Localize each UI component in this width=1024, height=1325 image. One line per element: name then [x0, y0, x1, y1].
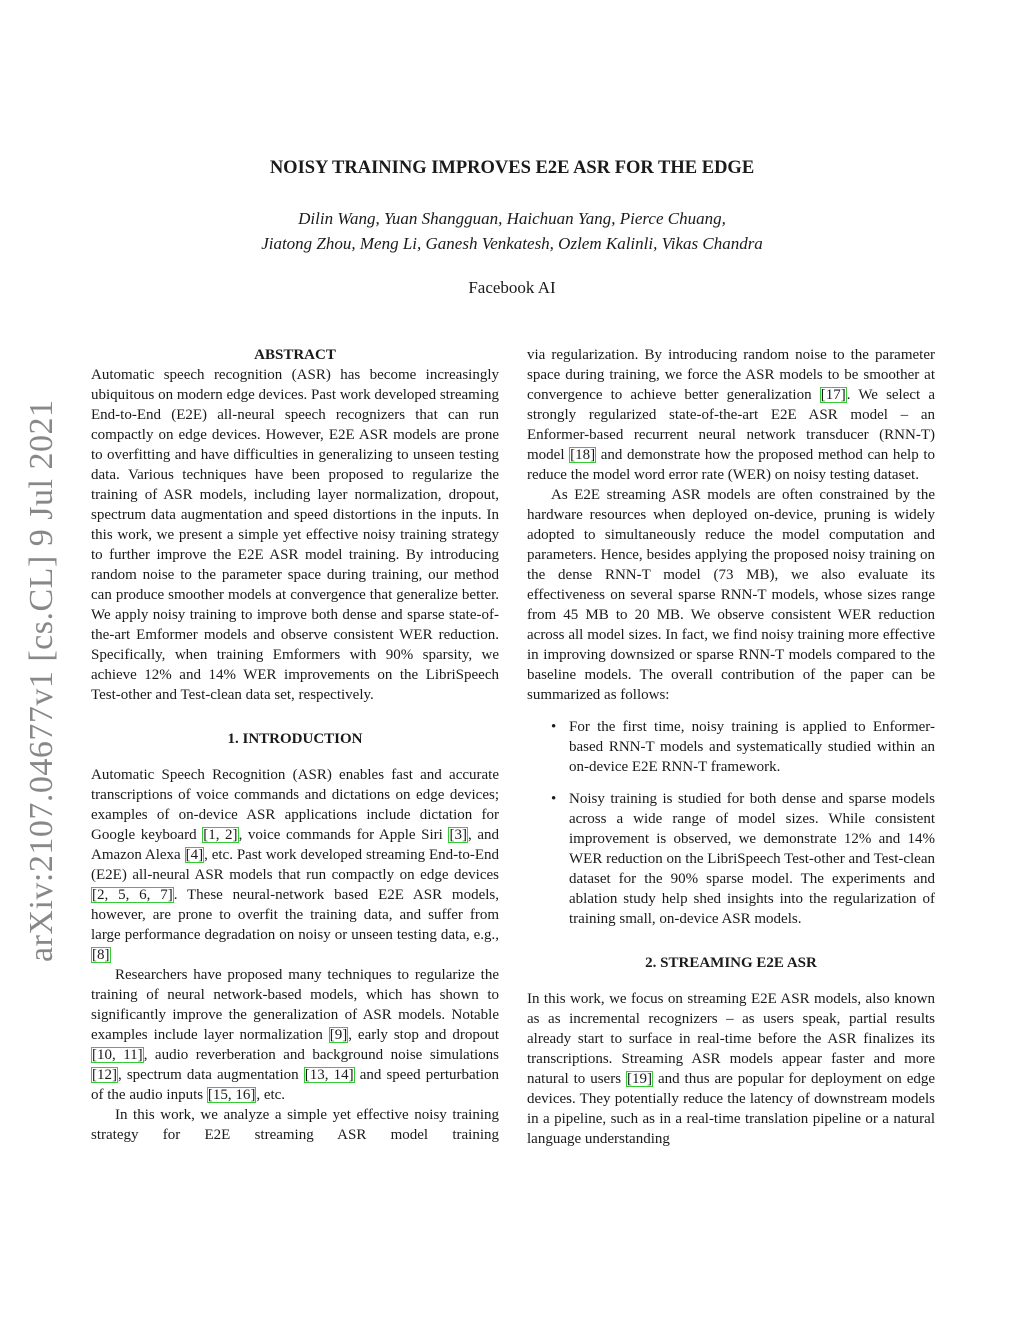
affiliation: Facebook AI	[468, 278, 556, 297]
intro-paragraph-3-continued: via regularization. By introducing random noise to the parameter space during training, we force the ASR models to be smoother at convergence to achieve better generalization [17]. We select a strongly regularized state-of-the-art E2E ASR model – an Enformer-based recurrent neural network transducer (RNN-T) model [18] and demonstrate how the proposed method can help to reduce the model word error rate (WER) on noisy testing dataset.	[527, 347, 935, 483]
citation-link[interactable]: [18]	[570, 447, 596, 463]
intro-paragraph-3: In this work, we analyze a simple yet effective noisy training strategy for E2E streaming ASR model training	[91, 1107, 499, 1143]
intro-heading: 1. INTRODUCTION	[227, 731, 363, 747]
section2-paragraph-1: In this work, we focus on streaming E2E ASR models, also known as as incremental recognizers – as users speak, partial results already start to surface in real-time before the ASR finalizes its transcriptions. Streaming ASR models appear faster and more natural to users [19] and thus are popular for deployment on edge devices. They potentially reduce the latency of downstream models in a pipeline, such as in a real-time translation pipeline or a natural language understanding	[527, 991, 936, 1147]
author-line-2: Jiatong Zhou, Meng Li, Ganesh Venkatesh, Ozlem Kalinli, Vikas Chandra	[261, 234, 763, 253]
citation-link[interactable]: [1, 2]	[203, 827, 238, 843]
author-list	[0, 206, 1024, 256]
author-line-1: Dilin Wang, Yuan Shangguan, Haichuan Yang, Pierce Chuang,	[298, 209, 726, 228]
citation-link[interactable]: [10, 11]	[92, 1047, 143, 1063]
list-item: • Noisy training is studied for both dense and sparse models across a wide range of model sizes. While consistent improvement is observed, we demonstrate 12% and 14% WER reduction on the LibriSpeech Test-other and Test-clean dataset for the 90% sparse model. The experiments and ablation study help shed insights into the regularization of training small, on-device ASR models.	[551, 791, 935, 927]
citation-link[interactable]: [8]	[92, 947, 110, 963]
contribution-list	[527, 717, 935, 929]
left-column	[91, 345, 499, 1145]
citation-link[interactable]: [13, 14]	[304, 1067, 354, 1083]
citation-link[interactable]: [15, 16]	[207, 1087, 256, 1103]
citation-link[interactable]: [3]	[449, 827, 467, 843]
citation-link[interactable]: [19]	[627, 1071, 652, 1087]
intro-paragraph-1: Automatic Speech Recognition (ASR) enables fast and accurate transcriptions of voice commands and dictations on edge devices; examples of on-device ASR applications include dictation for Google keyboard [1, 2], voice commands for Apple Siri [3], and Amazon Alexa [4], etc. Past work developed streaming End-to-End (E2E) all-neural ASR models that run compactly on edge devices [2, 5, 6, 7]. These neural-network based E2E ASR models, however, are prone to overfit the training data, and suffer from large performance degradation on noisy or unseen testing data, e.g., [8]	[91, 767, 499, 963]
citation-link[interactable]: [12]	[92, 1067, 117, 1083]
bullet-icon: •	[551, 719, 557, 735]
citation-link[interactable]: [17]	[820, 387, 846, 403]
list-item: • For the first time, noisy training is applied to Enformer-based RNN-T models and systematically studied within an on-device E2E RNN-T framework.	[551, 719, 935, 775]
citation-link[interactable]: [9]	[329, 1027, 348, 1043]
abstract-text: Automatic speech recognition (ASR) has become increasingly ubiquitous on modern edge devices. Past work developed streaming End-to-End (E2E) all-neural speech recognizers that can run compactly on edge devices. However, E2E ASR models are prone to overfitting and have difficulties in generalizing to unseen testing data. Various techniques have been proposed to regularize the training of ASR models, including layer normalization, dropout, spectrum data augmentation and speed distortions in the inputs. In this work, we present a simple yet effective noisy training strategy to further improve the E2E ASR model training. By introducing random noise to the parameter space during training, our method can produce smoother models at convergence that generalize better. We apply noisy training to improve both dense and sparse state-of-the-art Emformer models and observe consistent WER reduction. Specifically, when training Emformers with 90% sparsity, we achieve 12% and 14% WER improvements on the LibriSpeech Test-other and Test-clean data set, respectively.	[91, 367, 499, 703]
abstract-heading: ABSTRACT	[254, 347, 336, 363]
intro-paragraph-2: Researchers have proposed many techniques to regularize the training of neural network-based models, which has shown to significantly improve the generalization of ASR models. Notable examples include layer normalization [9], early stop and dropout [10, 11], audio reverberation and background noise simulations [12], spectrum data augmentation [13, 14] and speed perturbation of the audio inputs [15, 16], etc.	[91, 967, 500, 1103]
citation-link[interactable]: [2, 5, 6, 7]	[92, 887, 173, 903]
arxiv-identifier	[18, 382, 62, 962]
citation-link[interactable]: [4]	[185, 847, 204, 863]
section2-heading: 2. STREAMING E2E ASR	[645, 955, 817, 971]
paper-title: NOISY TRAINING IMPROVES E2E ASR FOR THE EDGE	[269, 158, 755, 178]
arxiv-identifier-text: arXiv:2107.04677v1 [cs.CL] 9 Jul 2021	[23, 399, 60, 962]
bullet-icon: •	[551, 791, 557, 807]
intro-paragraph-4: As E2E streaming ASR models are often constrained by the hardware resources when deployed on-device, pruning is widely adopted to simultaneously reduce the model computation and parameters. Hence, besides applying the proposed noisy training on the dense RNN-T model (73 MB), we also evaluate its effectiveness on several sparse RNN-T models, whose sizes range from 45 MB to 20 MB. We observe consistent WER reduction across all model sizes. In fact, we find noisy training more effective in improving downsized or sparse RNN-T models compared to the baseline models. The overall contribution of the paper can be summarized as follows:	[527, 487, 935, 703]
right-column	[527, 345, 935, 1149]
